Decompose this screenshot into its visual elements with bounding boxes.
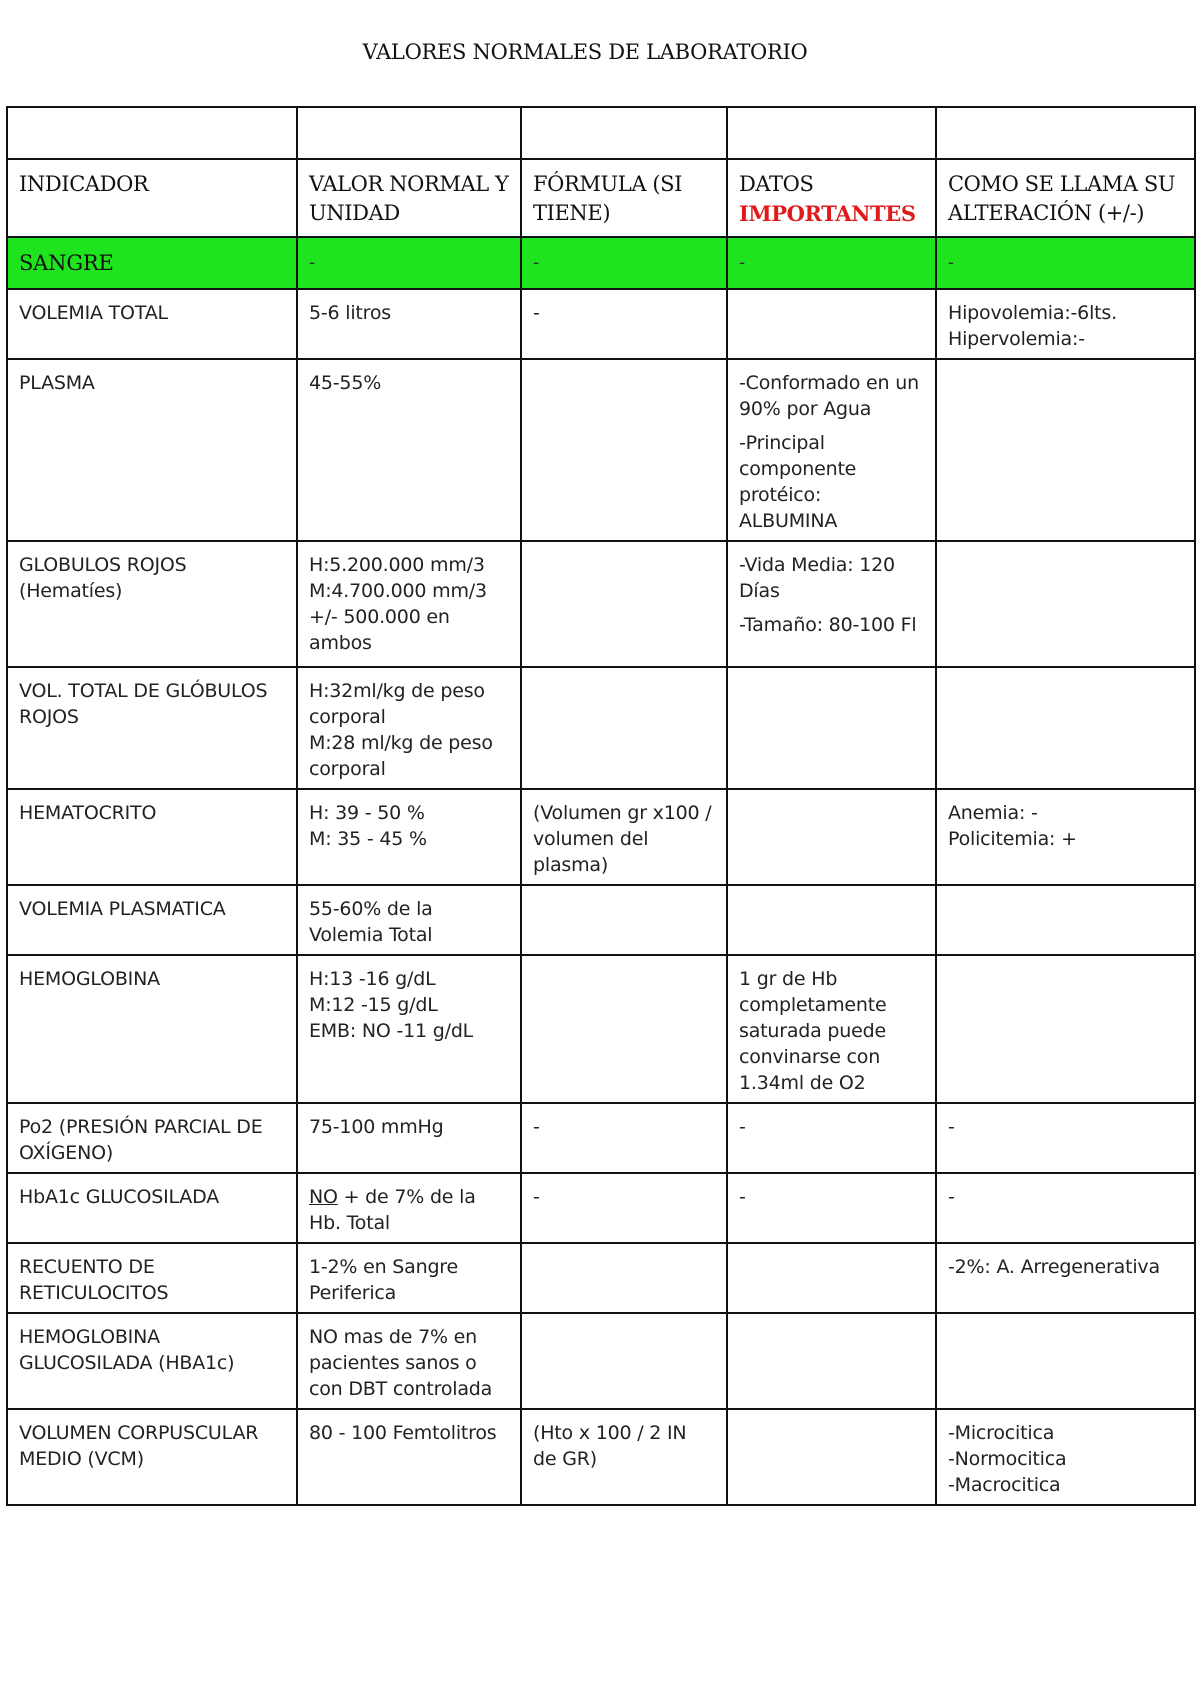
cell-text: EMB: NO -11 g/dL <box>309 1020 474 1042</box>
cell-text: H: 39 - 50 % <box>309 802 425 824</box>
cell-datos <box>727 789 936 885</box>
cell-alteracion <box>936 1103 1195 1173</box>
cell-text: H:32ml/kg de peso corporal <box>309 680 485 728</box>
table-row <box>7 1173 1195 1243</box>
cell-valor <box>297 541 521 667</box>
cell-indicador <box>7 667 297 789</box>
cell-alteracion <box>936 955 1195 1103</box>
cell-indicador <box>7 1243 297 1313</box>
cell-text: HEMOGLOBINA <box>19 968 160 990</box>
cell-text: VOLEMIA PLASMATICA <box>19 898 226 920</box>
cell-valor <box>297 1103 521 1173</box>
header-datos-importantes <box>727 159 936 237</box>
cell-text: RECUENTO DE RETICULOCITOS <box>19 1256 169 1304</box>
blank-row <box>7 107 1195 159</box>
cell-valor <box>297 1409 521 1505</box>
header-importantes-label: IMPORTANTES <box>739 201 916 226</box>
cell-indicador <box>7 955 297 1103</box>
cell-valor <box>297 289 521 359</box>
cell-text: - <box>739 1186 746 1208</box>
cell-text: - <box>533 302 540 324</box>
cell-text: Po2 (PRESIÓN PARCIAL DE OXÍGENO) <box>19 1116 263 1164</box>
cell-text: GLOBULOS ROJOS (Hematíes) <box>19 554 187 602</box>
cell-text: +/- 500.000 en ambos <box>309 606 450 654</box>
lab-values-table <box>6 106 1196 1506</box>
table-row <box>7 359 1195 541</box>
cell-indicador <box>7 289 297 359</box>
cell-alteracion <box>936 1409 1195 1505</box>
cell-datos <box>727 667 936 789</box>
table-row <box>7 885 1195 955</box>
cell-valor <box>297 1313 521 1409</box>
cell-text: - <box>948 1186 955 1208</box>
cell-formula <box>521 789 727 885</box>
section-dash: - <box>727 237 936 289</box>
cell-datos <box>727 359 936 541</box>
cell-text: -Vida Media: 120 Días <box>739 554 895 602</box>
cell-indicador <box>7 359 297 541</box>
header-indicador: INDICADOR <box>7 159 297 237</box>
cell-text: HbA1c GLUCOSILADA <box>19 1186 219 1208</box>
section-row-sangre <box>7 237 1195 289</box>
cell-formula <box>521 667 727 789</box>
table-row <box>7 1409 1195 1505</box>
cell-datos <box>727 1313 936 1409</box>
underlined-text: NO <box>309 1186 338 1208</box>
header-alteracion: COMO SE LLAMA SU ALTERACIÓN (+/-) <box>936 159 1195 237</box>
cell-text: HEMATOCRITO <box>19 802 157 824</box>
cell-alteracion <box>936 289 1195 359</box>
cell-text: -Principal componente protéico: ALBUMINA <box>739 432 857 532</box>
cell-text: H:13 -16 g/dL <box>309 968 436 990</box>
table-row <box>7 1103 1195 1173</box>
cell-text: VOLUMEN CORPUSCULAR MEDIO (VCM) <box>19 1422 259 1470</box>
cell-text: - <box>533 1186 540 1208</box>
cell-text: 75-100 mmHg <box>309 1116 444 1138</box>
cell-text: 55-60% de la Volemia Total <box>309 898 433 946</box>
cell-text: M:28 ml/kg de peso corporal <box>309 732 493 780</box>
table-row <box>7 955 1195 1103</box>
section-dash: - <box>297 237 521 289</box>
cell-alteracion <box>936 359 1195 541</box>
cell-text: VOL. TOTAL DE GLÓBULOS ROJOS <box>19 680 268 728</box>
cell-text: Policitemia: + <box>948 828 1077 850</box>
cell-datos <box>727 1409 936 1505</box>
cell-text: (Volumen gr x100 / volumen del plasma) <box>533 802 712 876</box>
cell-indicador <box>7 1409 297 1505</box>
cell-text: - <box>533 1116 540 1138</box>
cell-valor <box>297 359 521 541</box>
cell-text: Hipovolemia:-6lts. <box>948 302 1117 324</box>
cell-formula <box>521 955 727 1103</box>
cell-text: HEMOGLOBINA GLUCOSILADA (HBA1c) <box>19 1326 235 1374</box>
section-dash: - <box>936 237 1195 289</box>
cell-text: -Microcitica <box>948 1422 1055 1444</box>
cell-indicador <box>7 789 297 885</box>
cell-indicador <box>7 541 297 667</box>
cell-datos <box>727 885 936 955</box>
header-datos-label: DATOS <box>739 172 814 196</box>
cell-valor <box>297 955 521 1103</box>
cell-indicador <box>7 1103 297 1173</box>
cell-text: NO mas de 7% en pacientes sanos o con DBT controlada <box>309 1326 493 1400</box>
cell-valor <box>297 885 521 955</box>
table-row <box>7 1313 1195 1409</box>
cell-text: M:12 -15 g/dL <box>309 994 438 1016</box>
cell-text: 45-55% <box>309 372 382 394</box>
table-row <box>7 289 1195 359</box>
cell-datos <box>727 541 936 667</box>
table-row <box>7 541 1195 667</box>
cell-text: PLASMA <box>19 372 95 394</box>
cell-text: H:5.200.000 mm/3 <box>309 554 485 576</box>
cell-indicador <box>7 885 297 955</box>
cell-text: Hipervolemia:- <box>948 328 1085 350</box>
header-valor-normal: VALOR NORMAL Y UNIDAD <box>297 159 521 237</box>
cell-formula <box>521 1103 727 1173</box>
cell-alteracion <box>936 1173 1195 1243</box>
cell-alteracion <box>936 667 1195 789</box>
cell-text: + de 7% de la Hb. Total <box>309 1186 476 1234</box>
cell-formula <box>521 1243 727 1313</box>
cell-text: 1 gr de Hb completamente saturada puede convinarse con 1.34ml de O2 <box>739 968 887 1094</box>
cell-text: M:4.700.000 mm/3 <box>309 580 487 602</box>
cell-valor <box>297 1243 521 1313</box>
cell-alteracion <box>936 789 1195 885</box>
cell-text: VOLEMIA TOTAL <box>19 302 168 324</box>
section-name: SANGRE <box>7 237 297 289</box>
cell-text: Anemia: - <box>948 802 1038 824</box>
cell-text: - <box>739 1116 746 1138</box>
cell-alteracion <box>936 1313 1195 1409</box>
cell-valor <box>297 1173 521 1243</box>
cell-datos <box>727 1243 936 1313</box>
cell-formula <box>521 1313 727 1409</box>
cell-text: -2%: A. Arregenerativa <box>948 1256 1160 1278</box>
cell-indicador <box>7 1173 297 1243</box>
cell-text: M: 35 - 45 % <box>309 828 427 850</box>
cell-alteracion <box>936 885 1195 955</box>
table-row <box>7 667 1195 789</box>
cell-text: -Normocitica <box>948 1448 1067 1470</box>
cell-formula <box>521 1173 727 1243</box>
cell-text: 1-2% en Sangre Periferica <box>309 1256 458 1304</box>
table-row <box>7 789 1195 885</box>
cell-formula <box>521 885 727 955</box>
cell-text: 80 - 100 Femtolitros <box>309 1422 497 1444</box>
header-formula: FÓRMULA (SI TIENE) <box>521 159 727 237</box>
cell-text: (Hto x 100 / 2 IN de GR) <box>533 1422 687 1470</box>
cell-text: 5-6 litros <box>309 302 391 324</box>
cell-formula <box>521 289 727 359</box>
cell-text: -Macrocitica <box>948 1474 1061 1496</box>
section-dash: - <box>521 237 727 289</box>
table-row <box>7 1243 1195 1313</box>
document-title: VALORES NORMALES DE LABORATORIO <box>362 40 808 64</box>
cell-datos <box>727 1173 936 1243</box>
cell-datos <box>727 1103 936 1173</box>
cell-datos <box>727 955 936 1103</box>
cell-valor <box>297 789 521 885</box>
cell-alteracion <box>936 541 1195 667</box>
header-row <box>7 159 1195 237</box>
cell-datos <box>727 289 936 359</box>
cell-text: -Conformado en un 90% por Agua <box>739 372 919 420</box>
cell-formula <box>521 1409 727 1505</box>
cell-valor <box>297 667 521 789</box>
cell-formula <box>521 359 727 541</box>
cell-text: -Tamaño: 80-100 Fl <box>739 614 917 636</box>
cell-indicador <box>7 1313 297 1409</box>
cell-alteracion <box>936 1243 1195 1313</box>
cell-formula <box>521 541 727 667</box>
cell-text: - <box>948 1116 955 1138</box>
